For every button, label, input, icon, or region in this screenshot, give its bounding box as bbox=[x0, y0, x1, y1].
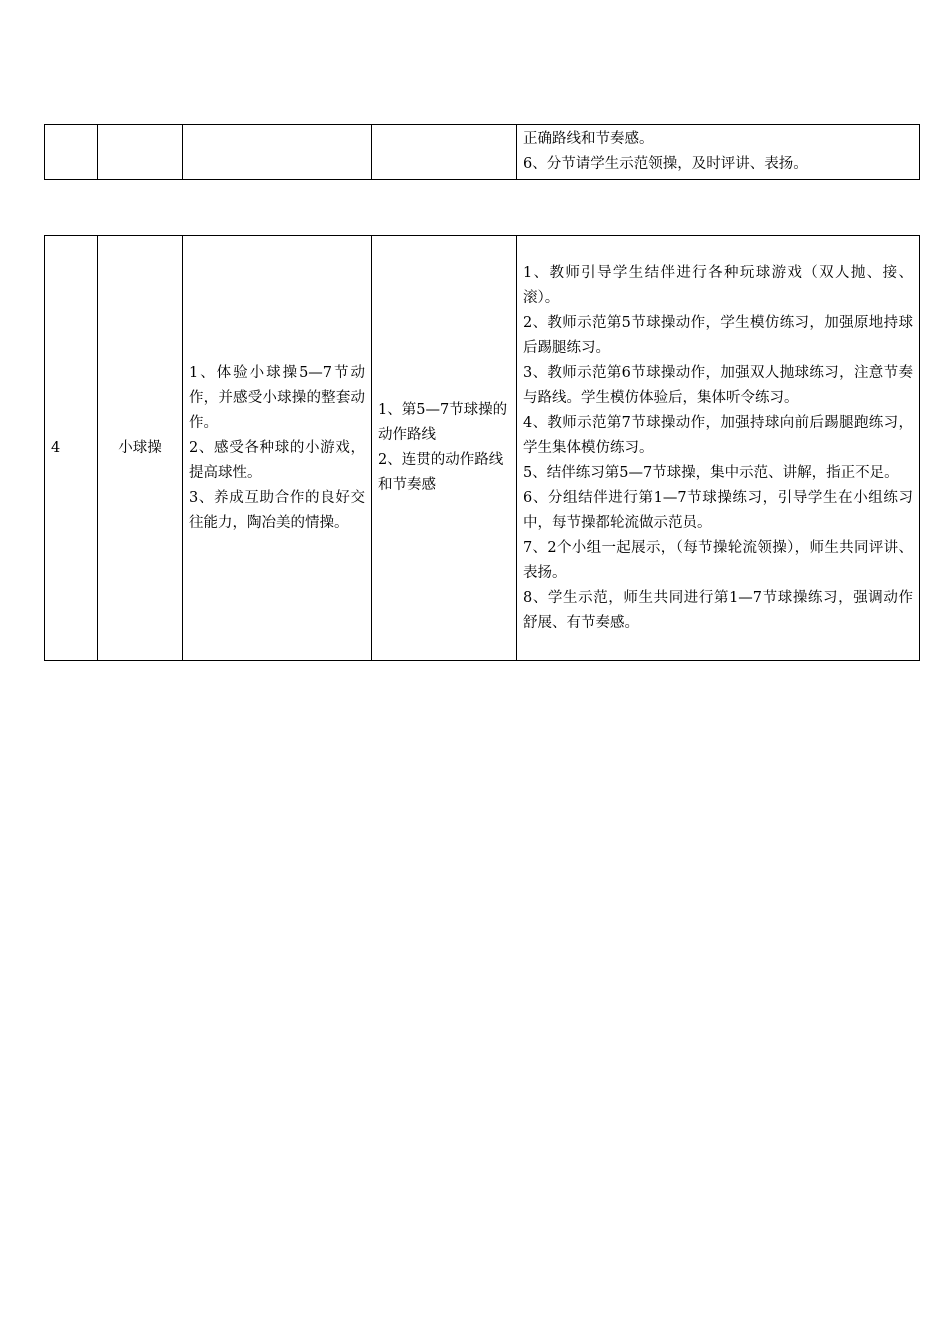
process-step: 7、2个小组一起展示，（每节操轮流领操），师生共同评讲、表扬。 bbox=[523, 539, 913, 581]
process-step: 5、结伴练习第5—7节球操，集中示范、讲解，指正不足。 bbox=[523, 464, 899, 481]
lesson-table bbox=[44, 235, 920, 661]
goal-item: 3、养成互助合作的良好交往能力，陶冶美的情操。 bbox=[189, 489, 365, 531]
process-cell bbox=[517, 125, 920, 180]
process-step: 6、分组结伴进行第1—7节球操练习，引导学生在小组练习中，每节操都轮流做示范员。 bbox=[523, 489, 913, 531]
key-point-item: 1、第5—7节球操的动作路线 bbox=[378, 402, 508, 443]
process-step: 4、教师示范第7节球操动作，加强持球向前后踢腿跑练习，学生集体模仿练习。 bbox=[523, 414, 913, 456]
goals-cell bbox=[183, 236, 372, 661]
process-step: 1、教师引导学生结伴进行各种玩球游戏（双人抛、接、滚）。 bbox=[523, 264, 913, 306]
goal-item: 1、体验小球操5—7节动作，并感受小球操的整套动作。 bbox=[189, 364, 365, 431]
process-step: 2、教师示范第5节球操动作，学生模仿练习，加强原地持球后踢腿练习。 bbox=[523, 314, 913, 356]
lesson-table-continued bbox=[44, 124, 920, 180]
process-line: 6、分节请学生示范领操，及时评讲、表扬。 bbox=[523, 156, 808, 172]
table-row bbox=[45, 236, 920, 661]
number-cell: 4 bbox=[45, 236, 98, 661]
process-line: 正确路线和节奏感。 bbox=[523, 131, 654, 147]
topic-cell: 小球操 bbox=[98, 236, 183, 661]
goal-item: 2、感受各种球的小游戏，提高球性。 bbox=[189, 439, 365, 481]
table-row bbox=[45, 125, 920, 180]
process-cell bbox=[517, 236, 920, 661]
key-points-cell bbox=[372, 236, 517, 661]
topic-cell bbox=[98, 125, 183, 180]
goals-cell bbox=[183, 125, 372, 180]
process-step: 3、教师示范第6节球操动作，加强双人抛球练习，注意节奏与路线。学生模仿体验后，集体听令练习。 bbox=[523, 364, 913, 406]
number-cell bbox=[45, 125, 98, 180]
key-point-item: 2、连贯的动作路线和节奏感 bbox=[378, 452, 504, 493]
key-points-cell bbox=[372, 125, 517, 180]
process-step: 8、学生示范，师生共同进行第1—7节球操练习，强调动作舒展、有节奏感。 bbox=[523, 589, 913, 631]
